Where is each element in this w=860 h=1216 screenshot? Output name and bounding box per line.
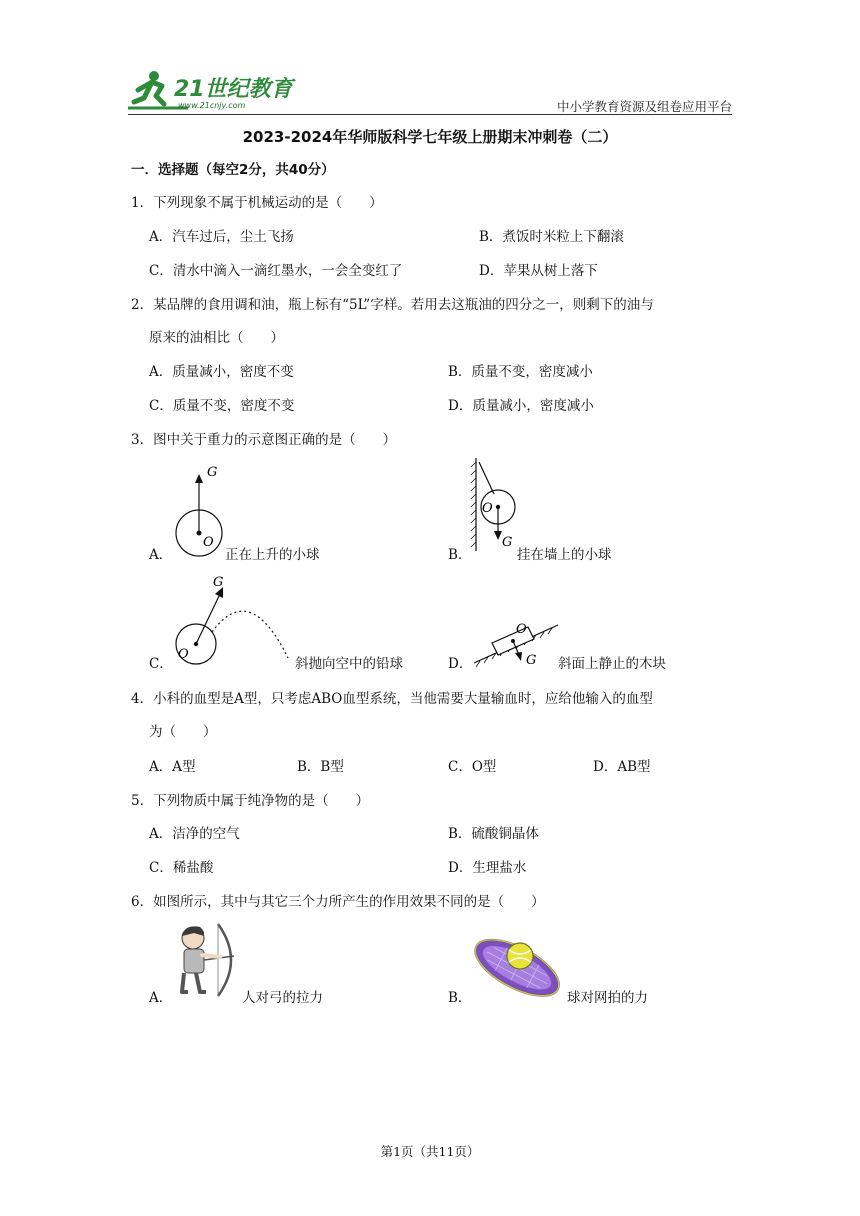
question-stem: 2．某品牌的食用调和油，瓶上标有“5L”字样。若用去这瓶油的四分之一，则剩下的油与 (131, 297, 654, 313)
option-a-caption: 正在上升的小球 (225, 547, 320, 563)
option-a: A．质量减小，密度不变 (149, 364, 294, 380)
option-d: D．生理盐水 (448, 860, 527, 876)
option-d: D．苹果从树上落下 (479, 263, 598, 279)
gravity-figure-d (472, 615, 562, 671)
question-stem-cont: 为（ ） (149, 724, 217, 740)
option-b-letter: B． (448, 547, 472, 563)
option-b: B．B型 (297, 759, 344, 775)
option-a-letter: A． (149, 547, 173, 563)
gravity-figure-b (470, 456, 520, 556)
option-b-letter: B． (448, 990, 472, 1006)
question-stem: 5．下列物质中属于纯净物的是（ ） (131, 793, 370, 809)
option-b: B．煮饭时米粒上下翻滚 (479, 229, 624, 245)
page-number: 第1页（共11页） (380, 1144, 480, 1159)
archer-illustration (174, 922, 242, 1000)
option-d-caption: 斜面上静止的木块 (558, 656, 666, 672)
question-stem: 6．如图所示，其中与其它三个力所产生的作用效果不同的是（ ） (131, 894, 545, 910)
svg-text:O: O (203, 535, 214, 550)
header-divider (128, 114, 732, 115)
option-a: A．A型 (149, 759, 196, 775)
gravity-figure-a (170, 462, 230, 562)
option-d: D．AB型 (593, 759, 651, 775)
svg-text:O: O (178, 647, 189, 662)
brand-logo (128, 68, 298, 112)
svg-text:G: G (207, 465, 218, 480)
platform-name: 中小学教育资源及组卷应用平台 (556, 99, 732, 114)
option-c: C．稀盐酸 (149, 860, 214, 876)
racket-ball-illustration (470, 928, 566, 1004)
question-stem: 3．图中关于重力的示意图正确的是（ ） (131, 432, 397, 448)
option-b-caption: 挂在墙上的小球 (517, 547, 612, 563)
svg-text:G: G (526, 653, 537, 668)
question-stem: 4．小科的血型是A型，只考虑ABO血型系统，当他需要大量输血时，应给他输入的血型 (131, 691, 653, 707)
svg-text:O: O (516, 622, 527, 637)
option-a: A．洁净的空气 (149, 826, 240, 842)
exam-title: 2023-2024年华师版科学七年级上册期末冲刺卷（二） (242, 128, 618, 146)
option-c: C．质量不变，密度不变 (149, 398, 295, 414)
logo-url: www.21cnjy.com (178, 101, 246, 110)
question-stem-cont: 原来的油相比（ ） (149, 330, 284, 346)
svg-text:G: G (213, 575, 224, 590)
section-heading: 一．选择题（每空2分，共40分） (131, 162, 335, 178)
option-a-letter: A． (149, 990, 173, 1006)
option-b: B．质量不变，密度减小 (448, 364, 593, 380)
option-c-letter: C． (149, 656, 173, 672)
option-a: A．汽车过后，尘土飞扬 (149, 229, 294, 245)
svg-text:O: O (482, 501, 493, 516)
option-c: C．O型 (448, 759, 497, 775)
question-stem: 1．下列现象不属于机械运动的是（ ） (131, 195, 383, 211)
option-d-letter: D． (448, 656, 473, 672)
option-c-caption: 斜抛向空中的铅球 (295, 656, 403, 672)
gravity-figure-c (170, 570, 295, 670)
svg-text:G: G (502, 535, 513, 550)
option-a-caption: 人对弓的拉力 (242, 990, 323, 1006)
logo-text: 21世纪教育 (174, 77, 293, 102)
option-b: B．硫酸铜晶体 (448, 826, 539, 842)
option-b-caption: 球对网拍的力 (567, 990, 648, 1006)
option-d: D．质量减小，密度减小 (448, 398, 594, 414)
option-c: C．清水中滴入一滴红墨水，一会全变红了 (149, 263, 403, 279)
